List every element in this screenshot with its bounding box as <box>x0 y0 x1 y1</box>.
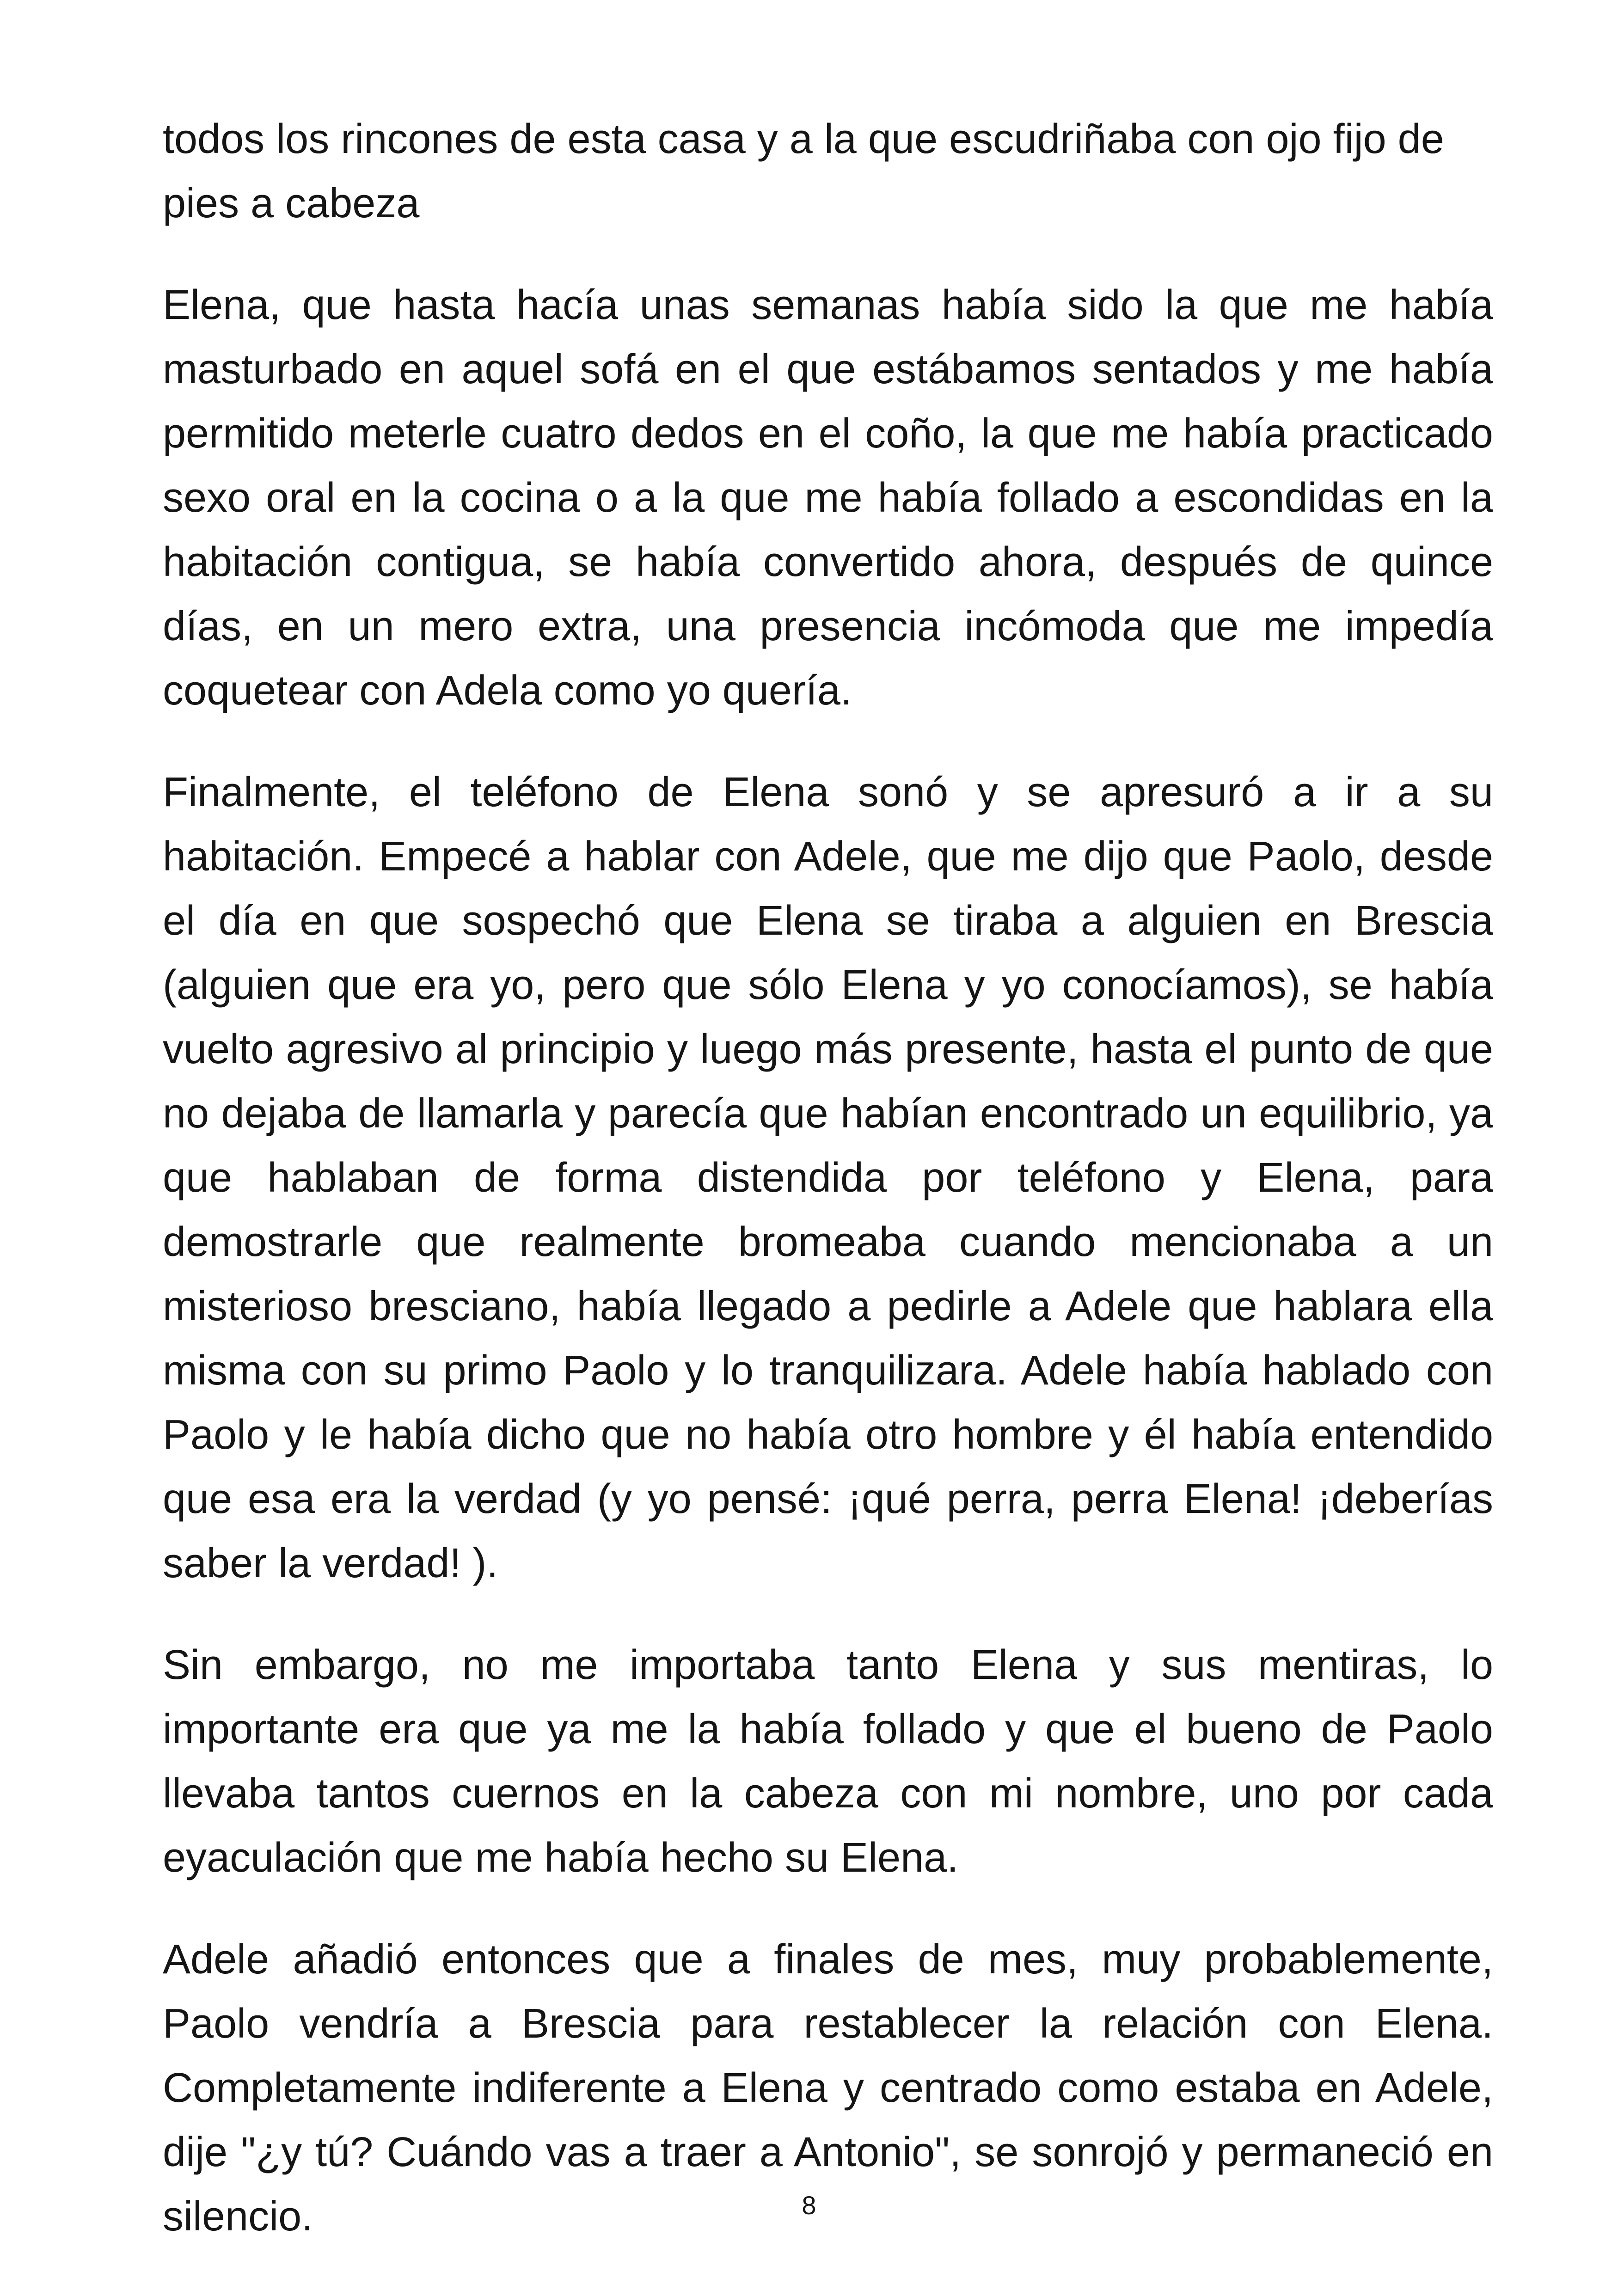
body-text <box>163 107 1493 2249</box>
paragraph: Adele añadió entonces que a finales de mes, muy probablemente, Paolo vendría a Brescia para restablecer la relación con Elena. Completamente indiferente a Elena y centrado como estaba en Adele, dije "¿y tú? Cuándo vas a traer a Antonio", se sonrojó y permaneció en silencio. <box>163 1936 1493 2240</box>
paragraph: Sin embargo, no me importaba tanto Elena y sus mentiras, lo importante era que ya me la había follado y que el bueno de Paolo llevaba tantos cuernos en la cabeza con mi nombre, uno por cada eyaculación que me había hecho su Elena. <box>163 1642 1493 1881</box>
paragraph: todos los rincones de esta casa y a la que escudriñaba con ojo fijo de pies a cabeza <box>163 116 1444 227</box>
page-number: 8 <box>802 2191 816 2220</box>
paragraph: Elena, que hasta hacía unas semanas había sido la que me había masturbado en aquel sofá en el que estábamos sentados y me había permitido meterle cuatro dedos en el coño, la que me había practicado sexo oral en la cocina o a la que me había follado a escondidas en la habitación contigua, se había convertido ahora, después de quince días, en un mero extra, una presencia incómoda que me impedía coquetear con Adela como yo quería. <box>163 282 1493 714</box>
paragraph: Finalmente, el teléfono de Elena sonó y se apresuró a ir a su habitación. Empecé a hablar con Adele, que me dijo que Paolo, desde el día en que sospechó que Elena se tiraba a alguien en Brescia (alguien que era yo, pero que sólo Elena y yo conocíamos), se había vuelto agresivo al principio y luego más presente, hasta el punto de que no dejaba de llamarla y parecía que habían encontrado un equilibrio, ya que hablaban de forma distendida por teléfono y Elena, para demostrarle que realmente bromeaba cuando mencionaba a un misterioso bresciano, había llegado a pedirle a Adele que hablara ella misma con su primo Paolo y lo tranquilizara. Adele había hablado con Paolo y le había dicho que no había otro hombre y él había entendido que esa era la verdad (y yo pensé: ¡qué perra, perra Elena! ¡deberías saber la verdad! ). <box>163 769 1493 1586</box>
